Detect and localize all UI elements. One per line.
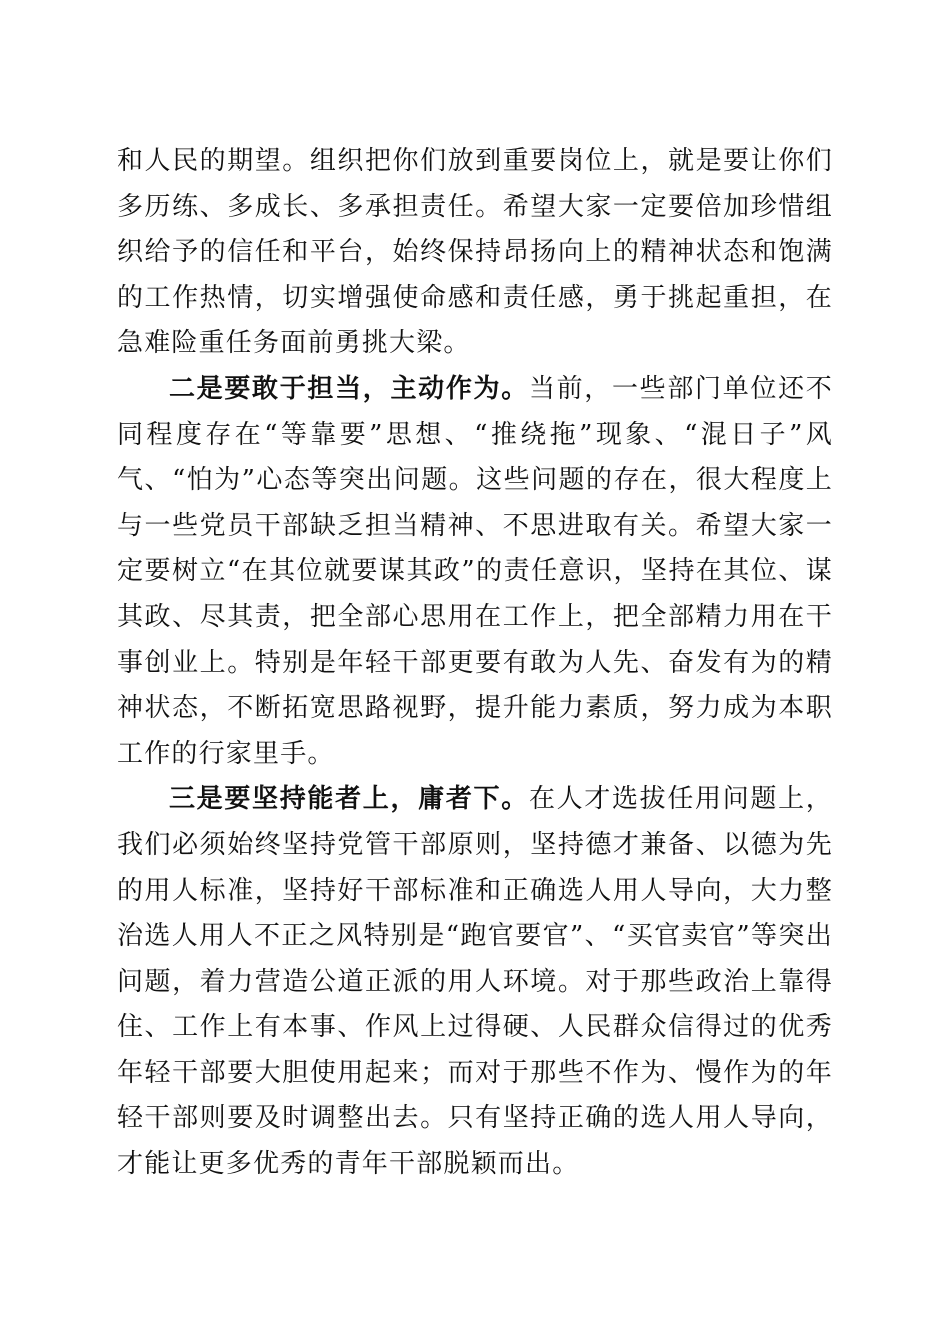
paragraph-body: 在人才选拔任用问题上，我们必须始终坚持党管干部原则，坚持德才兼备、以德为先的用人标准，坚持好干部标准和正确选人用人导向，大力整治选人用人不正之风特别是“跑官要官”、“买官卖官”等突出问题，着力营造公道正派的用人环境。对于那些政治上靠得住、工作上有本事、作风上过得硬、人民群众信得过的优秀年轻干部要大胆使用起来；而对于那些不作为、慢作为的年轻干部则要及时调整出去。只有坚持正确的选人用人导向，才能让更多优秀的青年干部脱颖而出。: [117, 784, 834, 1180]
paragraph-two: [117, 367, 833, 777]
paragraph-three: [117, 777, 833, 1187]
paragraph-lead: 二是要敢于担当，主动作为。: [169, 373, 529, 404]
paragraph-continuation: [117, 139, 833, 367]
paragraph-body: 和人民的期望。组织把你们放到重要岗位上，就是要让你们多历练、多成长、多承担责任。希望大家一定要倍加珍惜组织给予的信任和平台，始终保持昂扬向上的精神状态和饱满的工作热情，切实增强使命感和责任感，勇于挑起重担，在急难险重任务面前勇挑大梁。: [117, 146, 833, 359]
document-body: [117, 139, 833, 1188]
paragraph-lead: 三是要坚持能者上，庸者下。: [169, 784, 529, 815]
paragraph-body: 当前，一些部门单位还不同程度存在“等靠要”思想、“推绕拖”现象、“混日子”风气、“怕为”心态等突出问题。这些问题的存在，很大程度上与一些党员干部缺乏担当精神、不思进取有关。希望大家一定要树立“在其位就要谋其政”的责任意识，坚持在其位、谋其政、尽其责，把全部心思用在工作上，把全部精力用在干事创业上。特别是年轻干部更要有敢为人先、奋发有为的精神状态，不断拓宽思路视野，提升能力素质，努力成为本职工作的行家里手。: [117, 373, 834, 769]
